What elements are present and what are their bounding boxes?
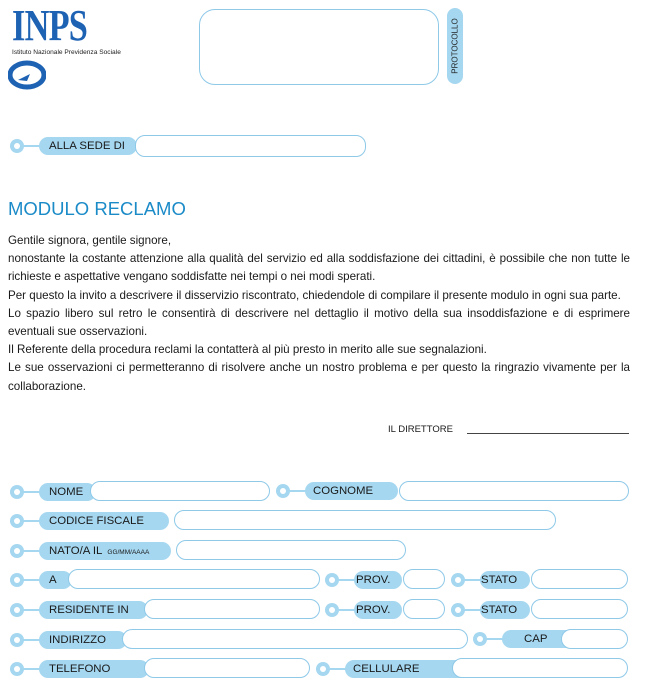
residente-label: RESIDENTE IN <box>39 601 148 619</box>
intro-paragraph: Il Referente della procedura reclami la contatterà al più presto in merito alle sue segnalazioni. <box>8 343 487 357</box>
luogo-field[interactable] <box>68 569 320 589</box>
office-label: ALLA SEDE DI <box>39 137 137 155</box>
stato-nascita-label: STATO <box>480 571 530 589</box>
intro-paragraph: Gentile signora, gentile signore, <box>8 234 172 247</box>
logo-subtitle: Istituto Nazionale Previdenza Sociale <box>12 49 121 56</box>
luogo-label: A <box>39 571 72 589</box>
date-format-hint: GG/MM/AAAA <box>107 549 150 556</box>
cognome-field[interactable] <box>399 481 629 501</box>
cellulare-field[interactable] <box>452 658 628 678</box>
codice-fiscale-label: CODICE FISCALE <box>39 512 169 530</box>
nato-il-label: NATO/A IL GG/MM/AAAA <box>39 542 171 560</box>
cap-label: CAP <box>502 630 578 648</box>
cap-field[interactable] <box>561 629 628 649</box>
director-label: IL DIRETTORE <box>388 424 453 435</box>
protocol-label: PROTOCOLLO <box>450 18 460 74</box>
codice-fiscale-field[interactable] <box>174 510 556 530</box>
intro-paragraph: Le sue osservazioni ci permetteranno di risolvere anche un nostro problema e per questo la ringrazio vivamente per la collaborazione. <box>8 361 630 393</box>
office-field[interactable] <box>135 135 366 157</box>
stato-residenza-label: STATO <box>480 601 530 619</box>
telefono-field[interactable] <box>144 658 310 678</box>
form-title: MODULO RECLAMO <box>8 198 186 219</box>
prov-residenza-label: PROV. <box>354 601 402 619</box>
intro-paragraph: nonostante la costante attenzione alla qualità del servizio ed alla soddisfazione dei cittadini, è possibile che non tutte le richieste e aspettative vengano soddisfatte nei tempi o nei modi sperati. <box>8 252 630 284</box>
nato-il-field[interactable] <box>176 540 406 560</box>
prov-nascita-label: PROV. <box>354 571 402 589</box>
residente-field[interactable] <box>144 599 320 619</box>
director-signature-line[interactable] <box>467 433 629 434</box>
intro-paragraph: Lo spazio libero sul retro le consentirà di descrivere nel dettaglio il motivo della sua insoddisfazione e di esprimere eventuali sue osservazioni. <box>8 306 630 339</box>
intro-paragraph: Per questo la invito a descrivere il disservizio riscontrato, chiedendole di compilare il presente modulo in ogni sua parte. <box>8 288 621 302</box>
inps-logo-text: INPS <box>12 1 88 50</box>
intro-text <box>8 232 630 396</box>
prov-nascita-field[interactable] <box>403 569 445 589</box>
prov-residenza-field[interactable] <box>403 599 445 619</box>
stato-residenza-field[interactable] <box>531 599 628 619</box>
nome-label: NOME <box>39 483 96 501</box>
protocol-stamp-box[interactable] <box>199 9 439 85</box>
cognome-label: COGNOME <box>305 482 398 500</box>
stato-nascita-field[interactable] <box>531 569 628 589</box>
inps-emblem-icon <box>8 60 46 90</box>
indirizzo-field[interactable] <box>122 629 468 649</box>
nome-field[interactable] <box>90 481 270 501</box>
cellulare-label: CELLULARE <box>345 660 473 678</box>
indirizzo-label: INDIRIZZO <box>39 631 127 649</box>
telefono-label: TELEFONO <box>39 660 149 678</box>
